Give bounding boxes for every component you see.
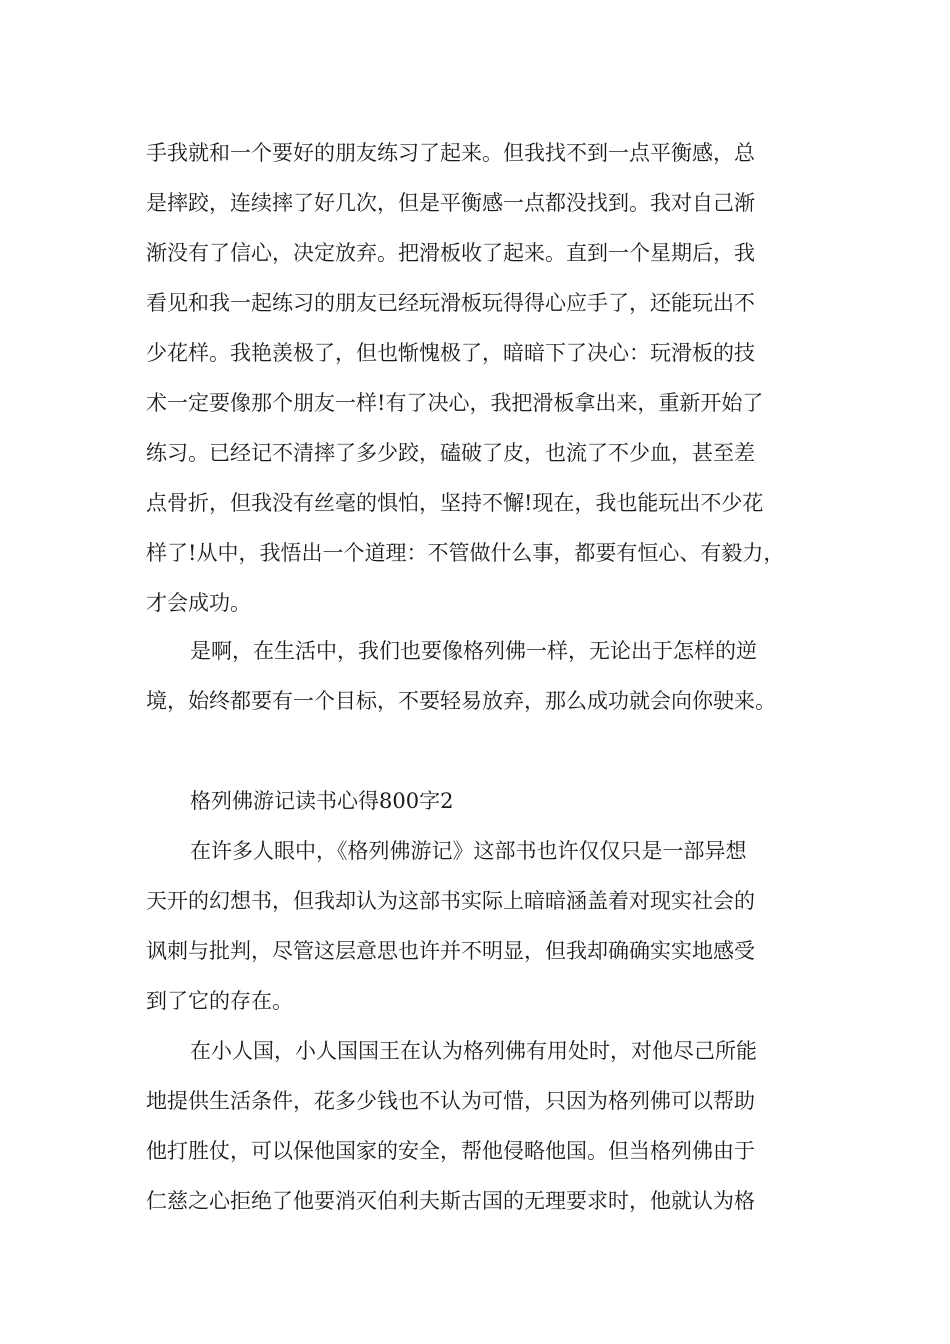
body-line: 地提供生活条件，花多少钱也不认为可惜，只因为格列佛可以帮助	[146, 1089, 755, 1113]
body-line: 看见和我一起练习的朋友已经玩滑板玩得得心应手了，还能玩出不	[146, 291, 755, 315]
body-line: 到了它的存在。	[146, 989, 293, 1013]
body-line: 在许多人眼中，《格列佛游记》这部书也许仅仅只是一部异想	[190, 839, 747, 863]
body-line: 才会成功。	[146, 591, 251, 615]
body-line: 手我就和一个要好的朋友练习了起来。但我找不到一点平衡感，总	[146, 141, 755, 165]
body-line: 渐没有了信心，决定放弃。把滑板收了起来。直到一个星期后，我	[146, 241, 755, 265]
body-line: 在小人国，小人国国王在认为格列佛有用处时，对他尽己所能	[190, 1039, 757, 1063]
section-heading: 格列佛游记读书心得800字2	[190, 789, 454, 813]
body-line: 术一定要像那个朋友一样!有了决心，我把滑板拿出来，重新开始了	[146, 391, 764, 415]
body-line: 是啊，在生活中，我们也要像格列佛一样，无论出于怎样的逆	[190, 639, 757, 663]
body-line: 天开的幻想书，但我却认为这部书实际上暗暗涵盖着对现实社会的	[146, 889, 755, 913]
body-line: 他打胜仗，可以保他国家的安全，帮他侵略他国。但当格列佛由于	[146, 1139, 755, 1163]
body-line: 讽刺与批判，尽管这层意思也许并不明显，但我却确确实实地感受	[146, 939, 755, 963]
body-line: 点骨折，但我没有丝毫的惧怕，坚持不懈!现在，我也能玩出不少花	[146, 491, 764, 515]
body-line: 境，始终都要有一个目标，不要轻易放弃，那么成功就会向你驶来。	[146, 689, 776, 713]
body-line: 样了!从中，我悟出一个道理：不管做什么事，都要有恒心、有毅力，	[146, 541, 785, 565]
body-line: 仁慈之心拒绝了他要消灭伯利夫斯古国的无理要求时，他就认为格	[146, 1189, 755, 1213]
body-line: 是摔跤，连续摔了好几次，但是平衡感一点都没找到。我对自己渐	[146, 191, 755, 215]
body-line: 练习。已经记不清摔了多少跤，磕破了皮，也流了不少血，甚至差	[146, 441, 755, 465]
body-line: 少花样。我艳羡极了，但也惭愧极了，暗暗下了决心：玩滑板的技	[146, 341, 755, 365]
